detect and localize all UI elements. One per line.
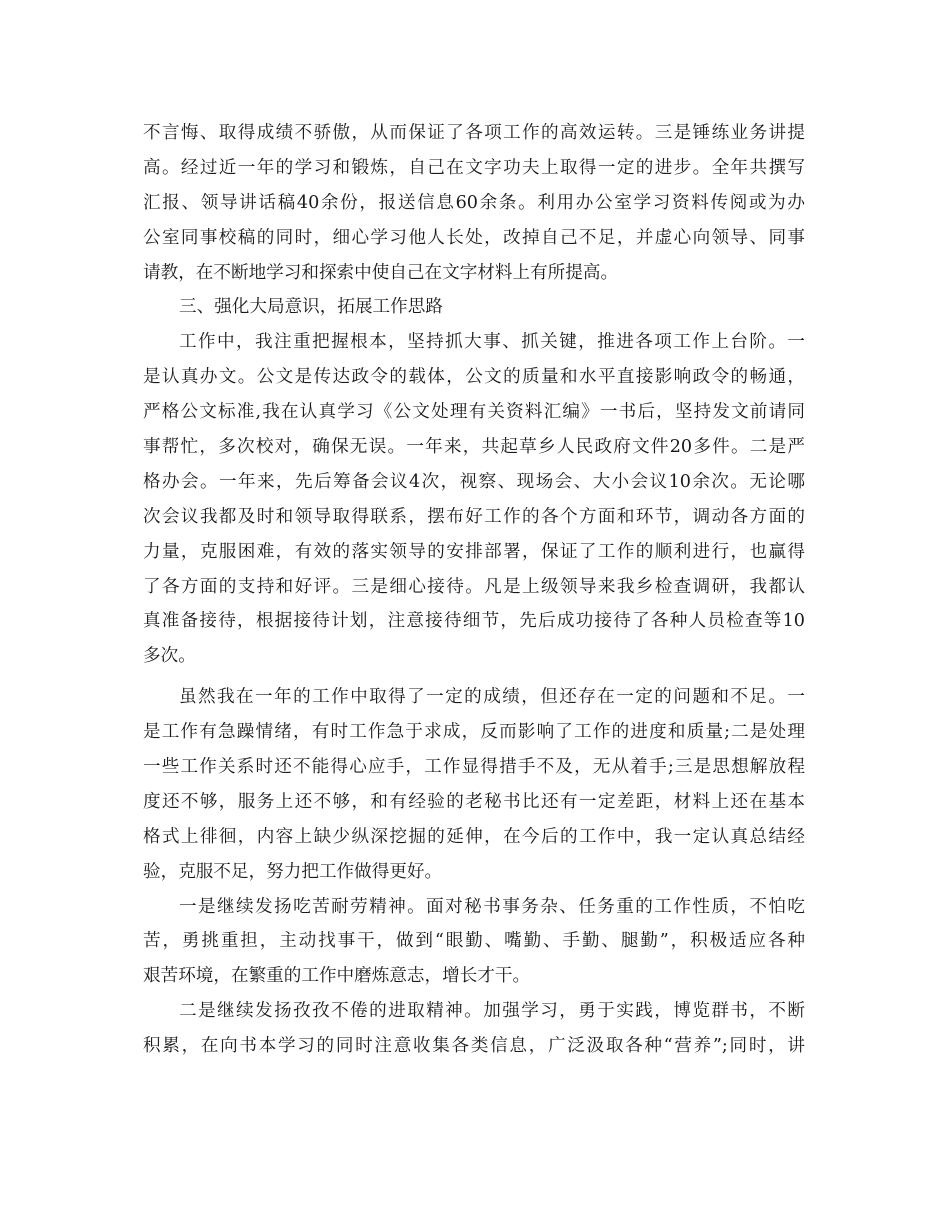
text-line: 格式上徘徊，内容上缺少纵深挖掘的延伸，在今后的工作中，我一定认真总结经 xyxy=(143,826,805,847)
text-line: 验，克服不足，努力把工作做得更好。 xyxy=(143,861,443,882)
document-page xyxy=(143,116,805,1064)
text-line: 汇报、领导讲话稿40余份，报送信息60余条。利用办公室学习资料传阅或为办 xyxy=(143,192,805,213)
text-line: 力量，克服困难，有效的落实领导的安排部署，保证了工作的顺利进行，也赢得 xyxy=(143,541,805,562)
text-line: 度还不够，服务上还不够，和有经验的老秘书比还有一定差距，材料上还在基本 xyxy=(143,791,805,812)
paragraph xyxy=(143,890,805,995)
paragraph xyxy=(143,116,805,290)
paragraph xyxy=(143,680,805,889)
text-line: 二是继续发扬孜孜不倦的进取精神。加强学习，勇于实践，博览群书，不断 xyxy=(179,1001,805,1022)
text-line: 是认真办文。公文是传达政令的载体，公文的质量和水平直接影响政令的畅通， xyxy=(143,367,805,388)
text-line: 不言悔、取得成绩不骄傲，从而保证了各项工作的高效运转。三是锤练业务讲提 xyxy=(143,123,805,143)
text-line: 苦，勇挑重担，主动找事干，做到“眼勤、嘴勤、手勤、腿勤”，积极适应各种 xyxy=(143,931,805,952)
text-line: 请教，在不断地学习和探索中使自己在文字材料上有所提高。 xyxy=(143,262,619,283)
text-line: 公室同事校稿的同时，细心学习他人长处，改掉自己不足，并虚心向领导、同事 xyxy=(143,227,805,248)
text-line: 事帮忙，多次校对，确保无误。一年来，共起草乡人民政府文件20多件。二是严 xyxy=(143,437,805,458)
text-line: 多次。 xyxy=(143,646,196,667)
text-line: 工作中，我注重把握根本，坚持抓大事、抓关键，推进各项工作上台阶。一 xyxy=(179,332,805,353)
text-line: 高。经过近一年的学习和锻炼，自己在文字功夫上取得一定的进步。全年共撰写 xyxy=(143,157,805,178)
text-line: 了各方面的支持和好评。三是细心接待。凡是上级领导来我乡检查调研，我都认 xyxy=(143,576,805,597)
text-line: 格办会。一年来，先后筹备会议4次，视察、现场会、大小会议10余次。无论哪 xyxy=(143,471,805,492)
paragraph xyxy=(143,325,805,674)
text-line: 积累，在向书本学习的同时注意收集各类信息，广泛汲取各种“营养”;同时，讲 xyxy=(143,1036,805,1057)
text-line: 一些工作关系时还不能得心应手，工作显得措手不及，无从着手;三是思想解放程 xyxy=(143,757,805,778)
text-line: 三、强化大局意识，拓展工作思路 xyxy=(179,297,443,318)
text-line: 虽然我在一年的工作中取得了一定的成绩，但还存在一定的问题和不足。一 xyxy=(179,687,805,708)
text-line: 一是继续发扬吃苦耐劳精神。面对秘书事务杂、任务重的工作性质，不怕吃 xyxy=(179,896,805,917)
text-line: 艰苦环境，在繁重的工作中磨炼意志，增长才干。 xyxy=(143,966,531,987)
text-line: 真准备接待，根据接待计划，注意接待细节，先后成功接待了各种人员检查等10 xyxy=(143,611,805,632)
paragraph xyxy=(143,994,805,1064)
section-heading xyxy=(143,290,805,325)
text-line: 是工作有急躁情绪，有时工作急于求成，反而影响了工作的进度和质量;二是处理 xyxy=(143,722,805,743)
text-line: 次会议我都及时和领导取得联系，摆布好工作的各个方面和环节，调动各方面的 xyxy=(143,506,805,527)
text-line: 严格公文标准,我在认真学习《公文处理有关资料汇编》一书后，坚持发文前请同 xyxy=(143,402,805,423)
